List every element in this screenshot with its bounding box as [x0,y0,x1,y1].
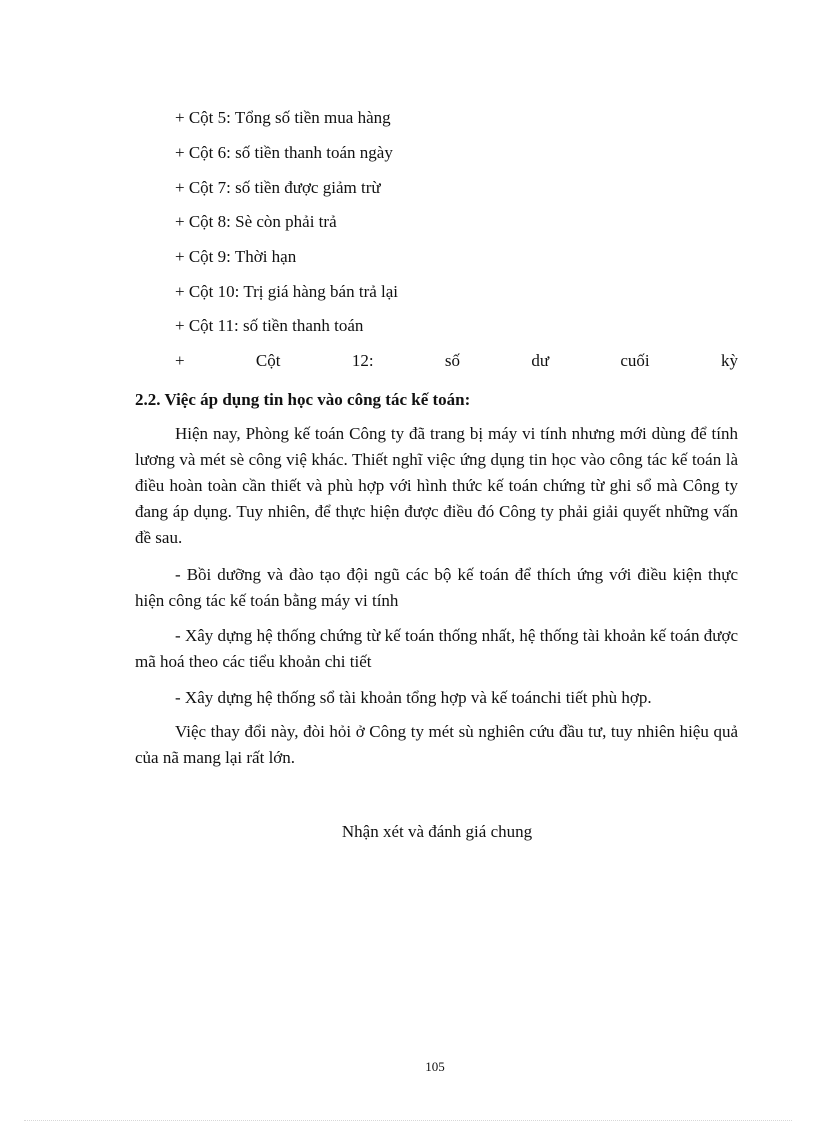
subtitle: Nhận xét và đánh giá chung [341,822,533,841]
column-item-10: + Cột 10: Trị giá hàng bán trả lại [175,282,399,301]
column-item-9: + Cột 9: Thời hạn [175,247,297,266]
closing-paragraph: Việc thay đổi này, đòi hỏi ở Công ty mét sù nghiên cứu đầu tư, tuy nhiên hiệu quả của nã mang lại rất lớn. [135,722,738,767]
footer-divider [24,1120,792,1121]
column-item-12-word: 12: [351,351,374,370]
column-item-12-word: Cột [255,351,281,370]
list-item-vouchers: - Xây dựng hệ thống chứng từ kế toán thống nhất, hệ thống tài khoản kế toán được mã hoá theo các tiểu khoản chi tiết [135,626,738,671]
column-item-8: + Cột 8: Sè còn phải trả [175,212,337,231]
column-item-7: + Cột 7: số tiền được giảm trừ [175,178,381,197]
column-item-12 [175,351,738,371]
page-number: 105 [425,1059,445,1074]
list-item-training: - Bồi dưỡng và đào tạo đội ngũ các bộ kế toán để thích ứng với điều kiện thực hiện công tác kế toán bằng máy vi tính [135,565,738,610]
section-heading: 2.2. Việc áp dụng tin học vào công tác kế toán: [135,390,471,409]
column-item-12-word: dư [531,351,550,370]
column-item-12-word: + [175,351,185,370]
column-item-12-word: kỳ [720,351,738,370]
column-item-12-word: cuối [620,351,650,370]
list-item-ledgers: - Xây dựng hệ thống sổ tài khoản tổng hợp và kế toánchi tiết phù hợp. [175,688,652,707]
column-item-5: + Cột 5: Tổng số tiền mua hàng [175,108,391,127]
column-item-12-word: số [444,351,460,370]
column-item-6: + Cột 6: số tiền thanh toán ngày [175,143,393,162]
column-item-11: + Cột 11: số tiền thanh toán [175,316,364,335]
intro-paragraph: Hiện nay, Phòng kế toán Công ty đã trang bị máy vi tính nhưng mới dùng để tính lương và mét sè công việ khác. Thiết nghĩ việc ứng dụng tin học vào công tác kế toán là điều hoàn toàn cần thiết và phù hợp với hình thức kế toán chứng từ ghi sổ mà Công ty đang áp dụng. Tuy nhiên, để thực hiện được điều đó Công ty phải giải quyết những vấn đề sau. [135,424,738,547]
